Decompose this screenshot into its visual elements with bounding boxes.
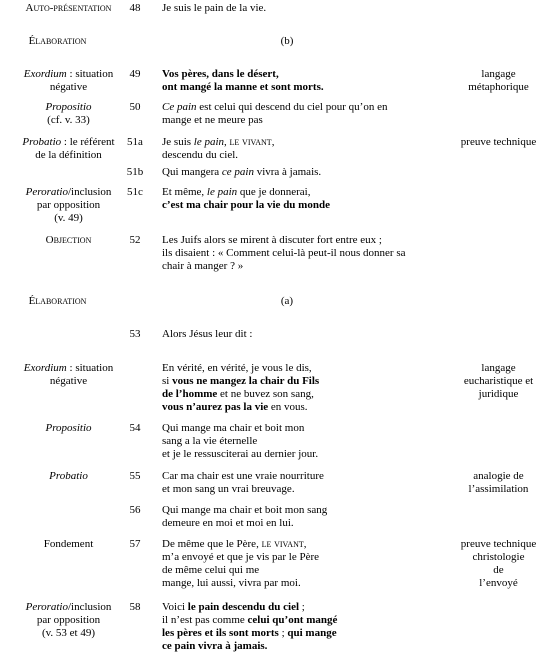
text-bold: celui qu’ont mangé [247, 614, 338, 626]
rhetoric-label [0, 362, 137, 388]
text-line: Qui mange ma chair et boit mon sang [162, 504, 328, 516]
label-term: Peroratio [25, 601, 68, 613]
verse-text [162, 136, 430, 162]
text-bold: le pain descendu du ciel [187, 601, 300, 613]
verse-text [162, 166, 430, 179]
commentary [450, 538, 547, 590]
label-term: Propositio [45, 101, 92, 113]
text-plain: est celui qui descend du ciel pour qu’on en [196, 101, 388, 113]
commentary [450, 362, 547, 401]
text-line: Car ma chair est une vraie nourriture [162, 470, 324, 482]
verse-text [162, 234, 430, 273]
text-plain: , [224, 136, 230, 148]
rhetoric-label [0, 101, 137, 127]
section-marker: (a) [280, 295, 294, 307]
verse-text [162, 68, 430, 94]
verse-number: 51b [126, 166, 144, 178]
label-term: Peroratio [25, 186, 68, 198]
rhetoric-label [0, 186, 137, 225]
label-rest: : situation [66, 362, 114, 374]
text-bold: ce pain vivra à jamais. [162, 640, 268, 652]
verse-number: 56 [129, 504, 141, 516]
commentary-line: métaphorique [468, 81, 529, 93]
verse-text [162, 470, 430, 496]
text-line: de même celui qui me [162, 564, 260, 576]
text-line: ont mangé la manne et sont morts. [162, 81, 324, 93]
text-plain: Qui mangera [162, 166, 222, 178]
commentary [450, 68, 547, 94]
rhetoric-label: Fondement [43, 538, 94, 550]
verse-number: 52 [129, 234, 141, 246]
label-term: Exordium [23, 362, 67, 374]
label-line: (v. 53 et 49) [41, 627, 96, 639]
rhetoric-label [0, 136, 137, 162]
label-rest: /inclusion [67, 186, 112, 198]
text-plain: il n’est pas comme [162, 614, 248, 626]
verse-text: Je suis le pain de la vie. [162, 2, 267, 14]
text-line: chair à manger ? » [162, 260, 244, 272]
verse-number: 49 [129, 68, 141, 80]
commentary-line: l’assimilation [468, 483, 529, 495]
text-plain: Je suis [162, 136, 194, 148]
verse-text [162, 601, 430, 653]
commentary-line: analogie de [473, 470, 524, 482]
text-line: En vérité, en vérité, je vous le dis, [162, 362, 312, 374]
text-line: Les Juifs alors se mirent à discuter fort entre eux ; [162, 234, 382, 246]
text-line: mange et ne meure pas [162, 114, 263, 126]
label-term: Exordium [23, 68, 67, 80]
label-term: Propositio [45, 422, 92, 434]
section-label: Élaboration [28, 35, 87, 47]
text-plain: Voici [162, 601, 188, 613]
section-label: Élaboration [28, 295, 87, 307]
rhetoric-label [0, 601, 137, 640]
text-italic: ce pain [221, 166, 254, 178]
text-plain: vivra à jamais. [253, 166, 322, 178]
text-italic: Ce pain [162, 101, 197, 113]
verse-number: 48 [129, 2, 141, 14]
commentary-line: l’envoyé [479, 577, 518, 589]
text-bold: vous ne mangez la chair du Fils [172, 375, 320, 387]
label-rest: : situation [66, 68, 114, 80]
label-line: négative [49, 375, 88, 387]
verse-number: 51c [127, 186, 143, 198]
label-rest: : le référent [61, 136, 115, 148]
text-plain: que je donnerai, [237, 186, 311, 198]
text-line: descendu du ciel. [162, 149, 239, 161]
text-plain: si [162, 375, 173, 387]
text-smallcaps: le vivant [261, 538, 304, 550]
text-line: et mon sang un vrai breuvage. [162, 483, 295, 495]
text-line: ils disaient : « Comment celui-là peut-il nous donner sa [162, 247, 406, 259]
text-plain: Et même, [162, 186, 207, 198]
label-line: (v. 49) [54, 212, 83, 224]
commentary-line: langage [481, 362, 516, 374]
verse-number: 57 [129, 538, 141, 550]
text-plain: en vous. [268, 401, 308, 413]
text-line: Vos pères, dans le désert, [162, 68, 279, 80]
commentary-line: langage [481, 68, 516, 80]
label-line: par opposition [36, 199, 101, 211]
verse-text [162, 504, 430, 530]
text-bold: de l’homme [162, 388, 218, 400]
commentary-line: juridique [478, 388, 519, 400]
verse-number: 51a [127, 136, 143, 148]
verse-text [162, 186, 430, 212]
text-line: Qui mange ma chair et boit mon [162, 422, 305, 434]
text-plain: De même que le Père, [162, 538, 262, 550]
text-plain: , [303, 538, 307, 550]
verse-number: 58 [129, 601, 141, 613]
text-bold: c’est [162, 199, 187, 211]
text-plain: ; [299, 601, 305, 613]
section-marker: (b) [280, 35, 294, 47]
verse-text [162, 422, 430, 461]
verse-number: 54 [129, 422, 141, 434]
label-term: Probatio [22, 136, 62, 148]
label-line: (cf. v. 33) [47, 114, 90, 126]
text-plain: , [271, 136, 275, 148]
label-rest: /inclusion [67, 601, 112, 613]
label-term: Probatio [49, 470, 88, 482]
commentary-line: christologie [472, 551, 525, 563]
commentary [450, 470, 547, 496]
text-bold: ma chair pour la vie du monde [186, 199, 330, 211]
commentary-line: eucharistique et [463, 375, 534, 387]
rhetoric-label [0, 68, 137, 94]
label-line: de la définition [35, 149, 102, 161]
verse-number: 55 [129, 470, 141, 482]
text-bold: les pères et ils sont morts [162, 627, 279, 639]
text-line: m’a envoyé et que je vis par le Père [162, 551, 319, 563]
text-italic: le pain [206, 186, 238, 198]
text-line: et je le ressusciterai au dernier jour. [162, 448, 319, 460]
text-plain: et ne buvez son sang, [217, 388, 314, 400]
text-line: sang a la vie éternelle [162, 435, 258, 447]
commentary: preuve technique [460, 136, 537, 148]
label-line: par opposition [36, 614, 101, 626]
verse-text: Alors Jésus leur dit : [162, 328, 253, 340]
rhetoric-label [0, 422, 137, 435]
verse-number: 50 [129, 101, 141, 113]
text-line: mange, lui aussi, vivra par moi. [162, 577, 301, 589]
verse-text [162, 538, 430, 590]
text-bold: qui mange [287, 627, 337, 639]
commentary-line: preuve technique [460, 538, 537, 550]
commentary-line: de [493, 564, 504, 576]
section-label: Objection [45, 234, 92, 246]
verse-text [162, 101, 430, 127]
text-plain: ; [278, 627, 288, 639]
text-line: demeure en moi et moi en lui. [162, 517, 294, 529]
text-smallcaps: le vivant [229, 136, 272, 148]
rhetoric-label [0, 470, 137, 483]
text-bold: vous n’aurez pas la vie [162, 401, 269, 413]
label-line: négative [49, 81, 88, 93]
verse-text [162, 362, 430, 414]
section-label: Auto-présentation [25, 2, 112, 14]
verse-number: 53 [129, 328, 141, 340]
text-italic: le pain [193, 136, 225, 148]
